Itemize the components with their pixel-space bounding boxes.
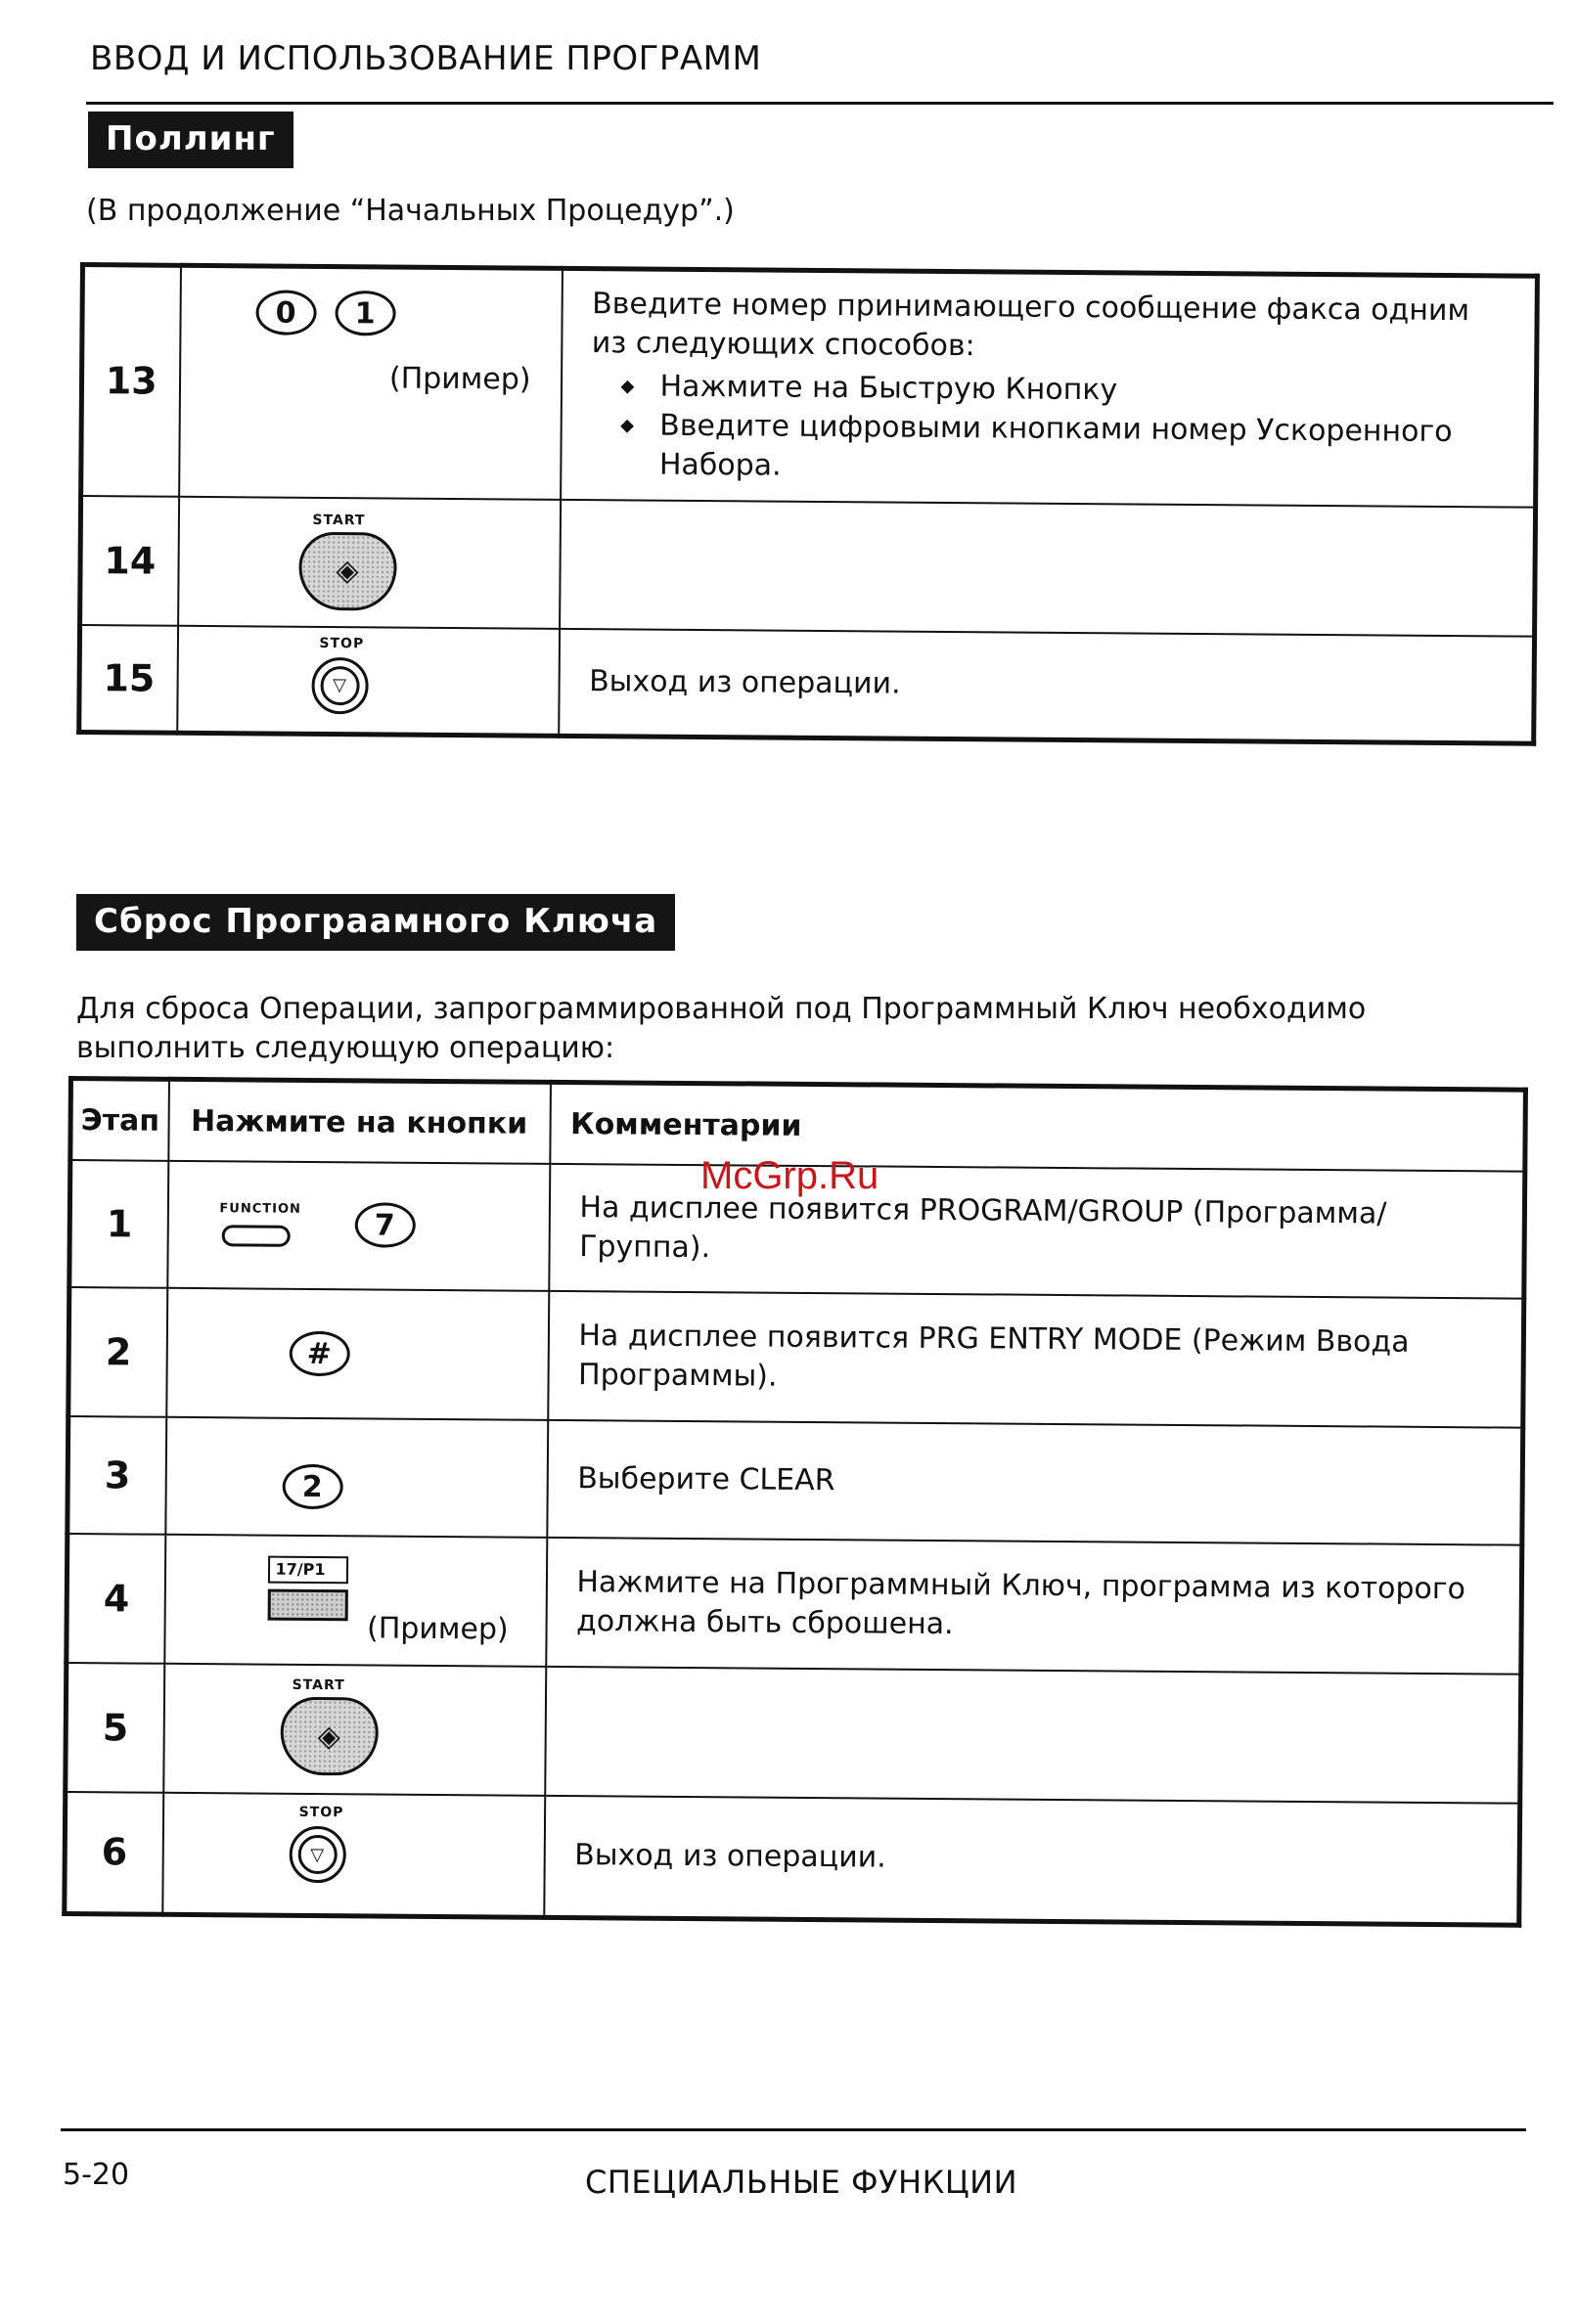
buttons-cell [163,1664,546,1796]
digit-key-0[interactable]: 0 [255,290,316,335]
stop-circle-icon: ▽ [297,1835,337,1874]
page-number: 5-20 [63,2158,130,2192]
method-list [591,367,1505,491]
buttons-cell [167,1161,550,1291]
step-number: 15 [79,625,178,734]
step-number: 4 [67,1534,165,1664]
table-row [68,1416,1523,1545]
column-header-buttons: Нажмите на кнопки [168,1079,551,1164]
start-diamond-icon: ◈ [336,554,359,589]
start-caption: START [292,1676,345,1694]
step-number: 3 [68,1416,166,1535]
table-row [66,1663,1521,1804]
section-title-polling: Поллинг [88,112,293,168]
comment-text: Введите номер принимающего сообщение факса одним из следующих способов: [591,287,1470,364]
table-row [79,625,1535,744]
watermark-text: McGrp.Ru [700,1154,879,1197]
comment-cell: Нажмите на Программный Ключ, программа из которого должна быть сброшена. [546,1538,1522,1675]
digit-key-7[interactable]: 7 [354,1202,415,1247]
start-caption: START [312,512,366,528]
program-key-label: 17/P1 [267,1556,347,1585]
digit-key-2[interactable]: 2 [282,1464,342,1509]
hash-key[interactable]: # [289,1331,349,1376]
stop-circle-icon: ▽ [320,665,359,704]
stop-button[interactable] [289,1826,345,1883]
step-number: 6 [65,1792,163,1914]
comment-cell [561,268,1538,507]
comment-cell: Выход из операции. [544,1796,1520,1925]
section-title-reset: Сброс Програамного Ключа [76,894,675,951]
start-diamond-icon: ◈ [317,1719,340,1754]
stop-button[interactable] [311,656,368,713]
comment-cell: Выход из операции. [559,628,1535,743]
start-button[interactable] [298,531,397,610]
step-number: 2 [68,1287,167,1417]
table-row [68,1287,1524,1428]
buttons-cell [166,1288,549,1420]
buttons-cell [177,625,560,736]
buttons-cell [165,1417,548,1538]
step-number: 1 [69,1160,168,1288]
table-row [65,1792,1520,1925]
buttons-cell [178,496,561,628]
buttons-cell [179,265,563,499]
table-row [81,265,1538,508]
page-header-title: ВВОД И ИСПОЛЬЗОВАНИЕ ПРОГРАММ [90,39,762,78]
function-caption: FUNCTION [219,1201,301,1217]
comment-cell: На дисплее появится PRG ENTRY MODE (Режим Ввода Программы). [548,1291,1524,1428]
polling-intro: (В продолжение “Начальных Процедур”.) [86,194,735,228]
polling-steps-table [76,262,1540,746]
step-number: 5 [66,1663,164,1793]
start-button[interactable] [280,1697,379,1776]
digit-key-1[interactable]: 1 [335,290,395,335]
stop-caption: STOP [298,1804,344,1821]
comment-cell: Выберите CLEAR [547,1420,1523,1545]
step-number: 14 [80,496,179,626]
program-key-body [267,1589,347,1622]
footer-title: СПЕЦИАЛЬНЫЕ ФУНКЦИИ [585,2164,1018,2201]
stop-caption: STOP [319,635,365,651]
buttons-cell [162,1793,545,1917]
comment-cell: На дисплее появится PROGRAM/GROUP (Программа/Группа). [549,1164,1525,1299]
buttons-cell [164,1535,547,1667]
program-key[interactable] [267,1556,348,1622]
example-note: (Пример) [388,361,531,397]
comment-cell [560,499,1536,636]
footer-divider [61,2128,1526,2131]
table-row [80,496,1536,637]
function-button[interactable] [221,1225,290,1247]
example-note: (Пример) [366,1611,509,1647]
comment-cell [545,1667,1521,1804]
reset-intro: Для сброса Операции, запрограммированной под Программный Ключ необходимо выполнить следующую операцию: [76,992,1367,1065]
column-header-step: Этап [70,1079,169,1161]
step-number: 13 [81,265,181,497]
header-divider [86,102,1554,105]
table-row [67,1534,1522,1675]
list-item: ◆ Нажмите на Быструю Кнопку [620,368,1505,414]
reset-steps-table [62,1076,1528,1927]
list-item: ◆ Введите цифровыми кнопками номер Ускоренного Набора. [620,407,1505,492]
column-header-comments: Комментарии [550,1082,1526,1171]
